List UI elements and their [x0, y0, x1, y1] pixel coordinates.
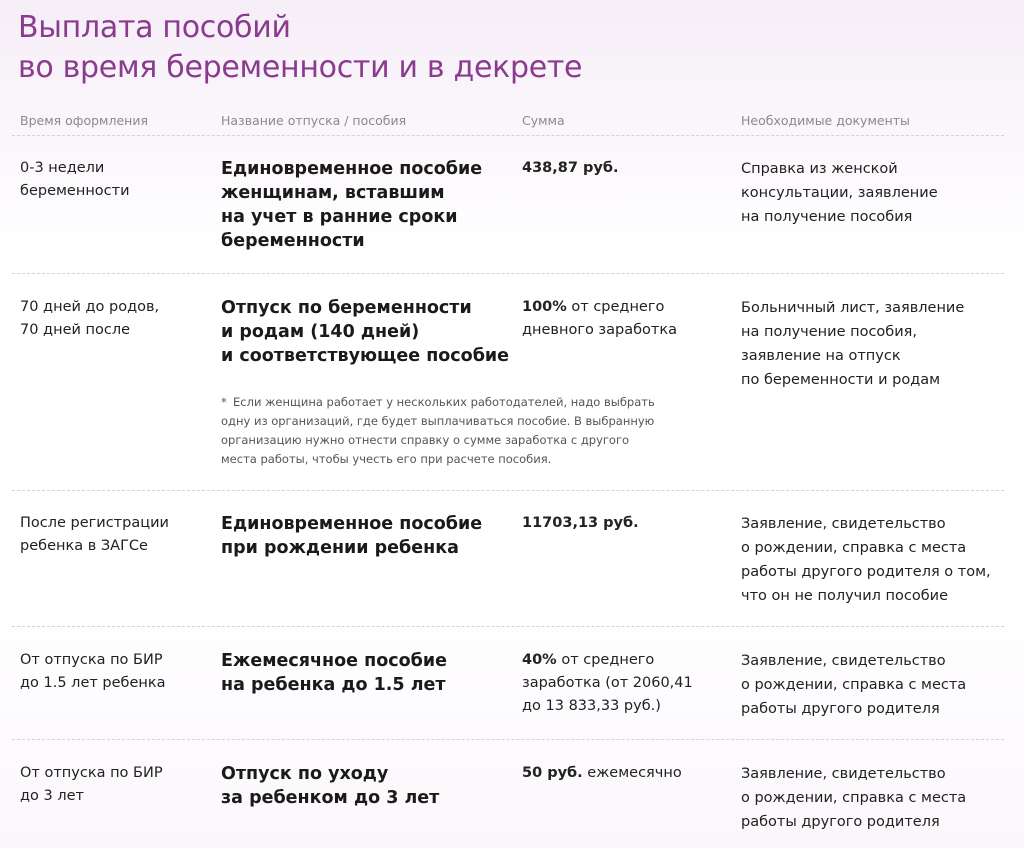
page-title-line-2: во время беременности и в декрете	[18, 50, 583, 85]
row-time: 0-3 недели беременности	[20, 160, 130, 199]
page-title-line-1: Выплата пособий	[18, 10, 291, 45]
row-sum-value: 40%	[522, 652, 557, 668]
row-documents: Заявление, свидетельство о рождении, справка с места работы другого родителя	[741, 653, 967, 717]
row-time: От отпуска по БИР до 1.5 лет ребенка	[20, 652, 166, 691]
row-sum-value: 50 руб.	[522, 765, 583, 781]
row-documents: Заявление, свидетельство о рождении, справка с места работы другого родителя о том, что он не получил пособие	[741, 516, 991, 604]
row-sum-value: 100%	[522, 299, 567, 315]
row-sum	[522, 649, 693, 718]
row-sum	[522, 157, 618, 180]
footnote-asterisk: *	[221, 395, 227, 409]
row-divider	[12, 739, 1004, 740]
column-header-time: Время оформления	[20, 113, 148, 128]
row-sum	[522, 762, 682, 785]
row-time: 70 дней до родов, 70 дней после	[20, 299, 160, 338]
row-documents: Заявление, свидетельство о рождении, справка с места работы другого родителя	[741, 766, 967, 830]
row-benefit-name: Единовременное пособие женщинам, вставшим на учет в ранние сроки беременности	[221, 159, 483, 251]
row-benefit-name: Отпуск по уходу за ребенком до 3 лет	[221, 764, 440, 808]
row-time: После регистрации ребенка в ЗАГСе	[20, 515, 169, 554]
row-sum	[522, 512, 639, 535]
row-sum	[522, 296, 677, 342]
row-divider	[12, 273, 1004, 274]
row-sum-value: 11703,13 руб.	[522, 515, 639, 531]
row-sum-detail: от среднего дневного заработка	[522, 299, 678, 338]
row-documents: Справка из женской консультации, заявление на получение пособия	[741, 161, 938, 225]
row-time: От отпуска по БИР до 3 лет	[20, 765, 163, 804]
column-header-name: Название отпуска / пособия	[221, 113, 407, 128]
row-benefit-name: Отпуск по беременности и родам (140 дней) и соответствующее пособие	[221, 298, 510, 366]
footnote-text: Если женщина работает у нескольких работодателей, надо выбрать одну из организаций, где будет выплачиваться пособие. В выбранную организацию нужно отнести справку о сумме заработка с другого места работы, чтобы учесть его при расчете пособия.	[221, 395, 655, 466]
row-benefit-name: Ежемесячное пособие на ребенка до 1.5 лет	[221, 651, 447, 695]
row-benefit-name: Единовременное пособие при рождении ребенка	[221, 514, 483, 558]
column-header-docs: Необходимые документы	[741, 113, 910, 128]
footnote	[221, 393, 655, 469]
row-divider	[12, 490, 1004, 491]
row-sum-detail: ежемесячно	[582, 765, 682, 781]
header-divider	[12, 135, 1004, 136]
page-title	[18, 8, 582, 88]
row-sum-detail: от среднего заработка (от 2060,41 до 13 833,33 руб.)	[522, 652, 693, 714]
column-header-sum: Сумма	[522, 113, 565, 128]
row-sum-value: 438,87 руб.	[522, 160, 619, 176]
row-divider	[12, 626, 1004, 627]
row-documents: Больничный лист, заявление на получение пособия, заявление на отпуск по беременности и родам	[741, 300, 965, 388]
